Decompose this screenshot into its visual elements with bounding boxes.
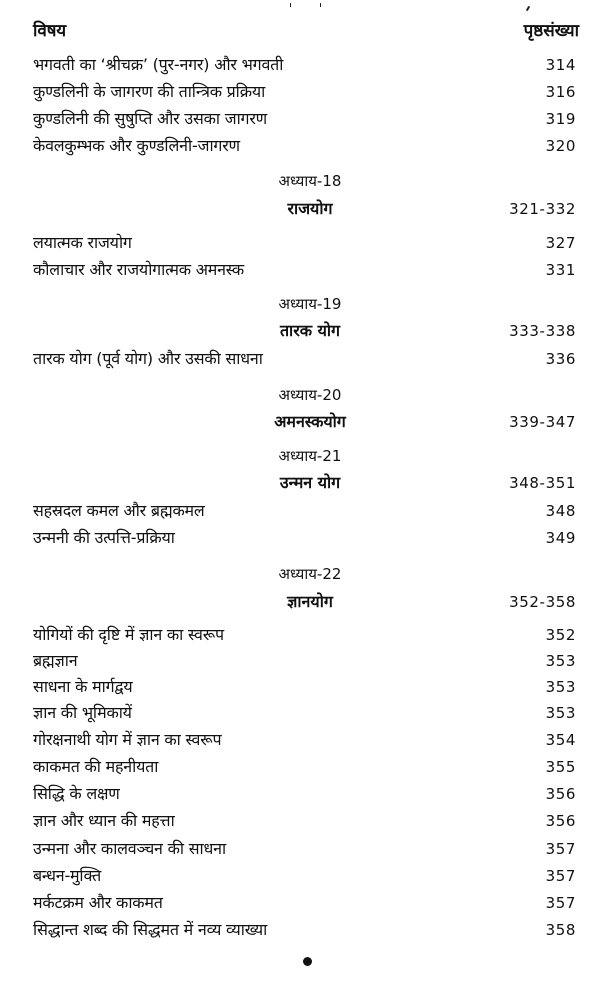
scan-speck [526, 6, 530, 11]
entry-page: 356 [545, 812, 576, 830]
toc-entry[interactable] [33, 52, 576, 78]
chapter-heading[interactable] [0, 318, 576, 344]
chapter-title: तारक योग [279, 321, 341, 340]
scan-speck [320, 3, 321, 7]
chapter-heading[interactable] [0, 589, 576, 615]
entry-page: 355 [545, 758, 576, 776]
entry-page: 349 [545, 529, 576, 547]
entry-title: भगवती का ‘श्रीचक्र’ (पुर-नगर) और भगवती [33, 55, 284, 74]
entry-title: गोरक्षनाथी योग में ज्ञान का स्वरूप [33, 730, 222, 749]
subject-column-header: विषय [33, 21, 66, 41]
entry-title: सिद्धान्त शब्द की सिद्धमत में नव्य व्याख्या [33, 920, 268, 939]
chapter-title: उन्मन योग [279, 473, 341, 492]
entry-title: कौलाचार और राजयोगात्मक अमनस्क [33, 260, 244, 279]
entry-page: 354 [545, 731, 576, 749]
toc-entry[interactable] [33, 106, 576, 132]
entry-title: सिद्धि के लक्षण [33, 784, 120, 803]
toc-entry[interactable] [33, 498, 576, 524]
entry-page: 358 [545, 921, 576, 939]
entry-title: लयात्मक राजयोग [33, 233, 132, 252]
chapter-page-range: 348-351 [509, 474, 576, 492]
entry-title: ज्ञान की भूमिकायें [33, 703, 132, 722]
chapter-title: ज्ञानयोग [287, 592, 333, 611]
chapter-page-range: 352-358 [509, 593, 576, 611]
toc-entry[interactable] [33, 917, 576, 943]
page-column-header: पृष्ठसंख्या [523, 21, 579, 41]
entry-page: 348 [545, 502, 576, 520]
toc-entry[interactable] [33, 781, 576, 807]
entry-title: काकमत की महनीयता [33, 757, 159, 776]
toc-entry[interactable] [33, 890, 576, 916]
toc-entry[interactable] [33, 863, 576, 889]
chapter-page-range: 333-338 [509, 322, 576, 340]
entry-page: 327 [545, 234, 576, 252]
toc-entry[interactable] [33, 648, 576, 674]
chapter-heading[interactable] [0, 196, 576, 222]
toc-entry[interactable] [33, 79, 576, 105]
scan-speck [290, 3, 291, 7]
toc-header [33, 18, 579, 44]
entry-page: 353 [545, 652, 576, 670]
entry-page: 319 [545, 110, 576, 128]
entry-page: 316 [545, 83, 576, 101]
entry-page: 320 [545, 137, 576, 155]
toc-entry[interactable] [33, 727, 576, 753]
toc-entry[interactable] [33, 808, 576, 834]
toc-entry[interactable] [33, 525, 576, 551]
entry-title: केवलकुम्भक और कुण्डलिनी-जागरण [33, 136, 240, 155]
entry-title: सहस्रदल कमल और ब्रह्मकमल [33, 501, 205, 520]
toc-entry[interactable] [33, 257, 576, 283]
bullet-ornament-icon [303, 957, 312, 966]
entry-title: बन्धन-मुक्ति [33, 866, 102, 885]
entry-page: 331 [545, 261, 576, 279]
chapter-title: अमनस्कयोग [274, 412, 346, 431]
toc-entry[interactable] [33, 622, 576, 648]
chapter-label: अध्याय-20 [278, 386, 342, 404]
entry-title: कुण्डलिनी की सुषुप्ति और उसका जागरण [33, 109, 268, 128]
entry-title: योगियों की दृष्टि में ज्ञान का स्वरूप [33, 625, 224, 644]
entry-title: ज्ञान और ध्यान की महत्ता [33, 811, 175, 830]
entry-title: मर्कटक्रम और काकमत [33, 893, 163, 912]
entry-page: 357 [545, 840, 576, 858]
entry-title: ब्रह्मज्ञान [33, 651, 78, 670]
chapter-page-range: 321-332 [509, 200, 576, 218]
entry-title: उन्मना और कालवञ्चन की साधना [33, 839, 226, 858]
entry-page: 357 [545, 867, 576, 885]
chapter-heading[interactable] [0, 409, 576, 435]
entry-page: 314 [545, 56, 576, 74]
entry-title: साधना के मार्गद्वय [33, 677, 133, 696]
chapter-label: अध्याय-18 [278, 172, 342, 190]
chapter-title: राजयोग [287, 199, 333, 218]
entry-page: 336 [545, 350, 576, 368]
toc-entry[interactable] [33, 754, 576, 780]
chapter-label: अध्याय-21 [278, 447, 342, 465]
toc-entry[interactable] [33, 836, 576, 862]
entry-page: 353 [545, 704, 576, 722]
chapter-label: अध्याय-22 [278, 565, 342, 583]
entry-title: तारक योग (पूर्व योग) और उसकी साधना [33, 349, 263, 368]
chapter-label: अध्याय-19 [278, 295, 342, 313]
entry-page: 357 [545, 894, 576, 912]
entry-title: उन्मनी की उत्पत्ति-प्रक्रिया [33, 528, 175, 547]
toc-entry[interactable] [33, 700, 576, 726]
toc-entry[interactable] [33, 674, 576, 700]
toc-entry[interactable] [33, 133, 576, 159]
chapter-page-range: 339-347 [509, 413, 576, 431]
chapter-heading[interactable] [0, 470, 576, 496]
entry-page: 352 [545, 626, 576, 644]
toc-entry[interactable] [33, 230, 576, 256]
toc-entry[interactable] [33, 346, 576, 372]
entry-title: कुण्डलिनी के जागरण की तान्त्रिक प्रक्रिया [33, 82, 266, 101]
entry-page: 356 [545, 785, 576, 803]
entry-page: 353 [545, 678, 576, 696]
